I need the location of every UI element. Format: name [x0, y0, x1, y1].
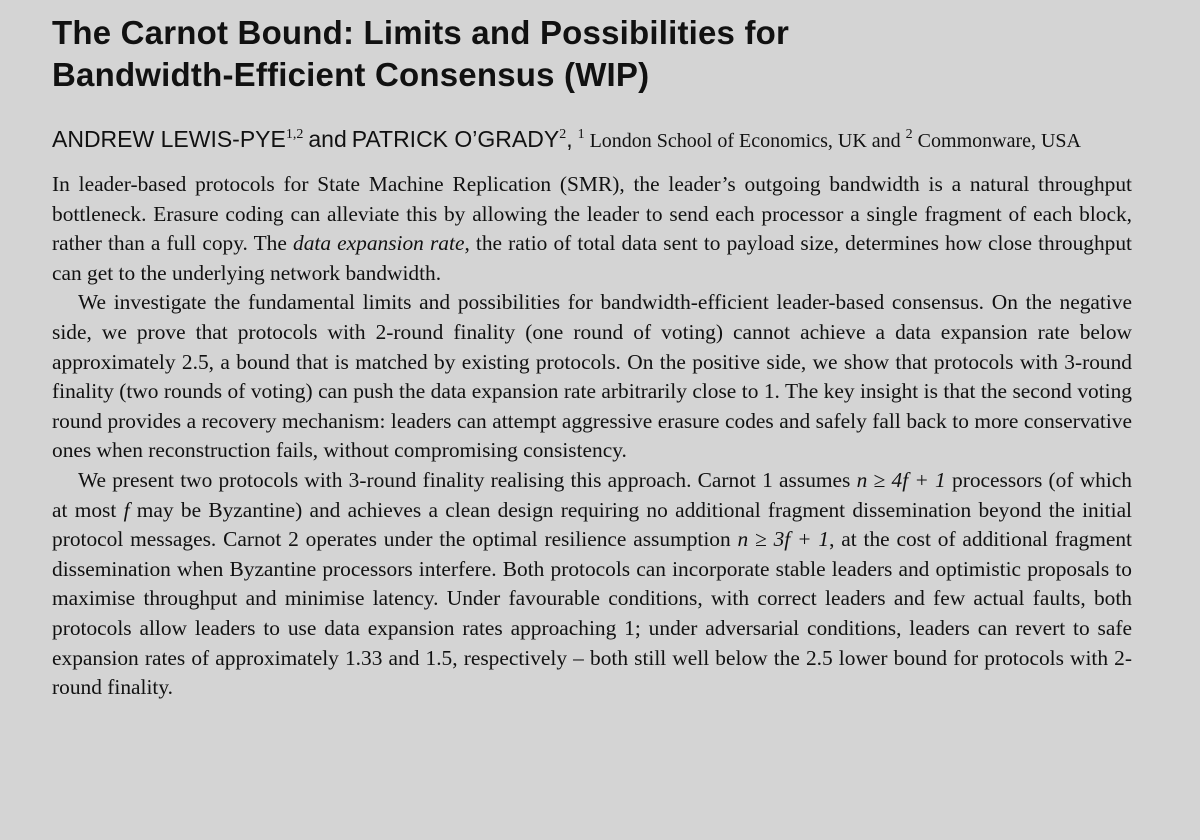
math-expression: f [123, 497, 130, 522]
author-name: PATRICK O’GRADY [351, 126, 560, 152]
abstract-paragraph [52, 170, 1132, 288]
author-affiliation-sup: 2 [559, 127, 567, 142]
abstract-paragraph [52, 288, 1132, 466]
abstract-text: processors (of which at most [52, 467, 1132, 522]
affiliation-text: Commonware, USA [917, 130, 1081, 152]
math-expression: n ≥ 3f + 1 [737, 527, 830, 552]
abstract-term: data expansion rate [293, 231, 465, 256]
abstract-text: , the ratio of total data sent to payload size, determines how close throughput can get to the underlying network bandwidth. [52, 231, 1132, 285]
abstract-paragraph [52, 466, 1132, 703]
abstract-text: In leader-based protocols for State Machine Replication (SMR), the leader’s outgoing bandwidth is a natural throughput bottleneck. Erasure coding can alleviate this by allowing the leader to send each processor a single fragment of each block, rather than a full copy. The [52, 172, 1132, 256]
affiliation-sup: 1 [577, 127, 585, 142]
author-name: ANDREW LEWIS-PYE [52, 126, 286, 152]
author-affiliation-sup: 1,2 [285, 127, 304, 142]
author-block: ANDREW LEWIS-PYE$^{1,2}$ and PATRICK O’GRADY$^2$, $^1$ London School of Economics, UK and $^2$ Commonware, USA [52, 126, 1081, 152]
paper-page [52, 0, 1132, 703]
abstract-text: We investigate the fundamental limits and possibilities for bandwidth-efficient leader-based consensus. On the negative side, we prove that protocols with 2-round finality (one round of voting) cannot achieve a data expansion rate below approximately 2.5, a bound that is matched by existing protocols. On the positive side, we show that protocols with 3-round finality (two rounds of voting) can push the data expansion rate arbitrarily close to 1. The key insight is that the second voting round provides a recovery mechanism: leaders can attempt aggressive erasure codes and safely fall back to more conservative ones when reconstruction fails, without compromising consistency. [52, 290, 1132, 463]
affiliation-sup: 2 [905, 127, 913, 142]
abstract-text: may be Byzantine) and achieves a clean design requiring no additional fragment dissemination beyond the initial protocol messages. Carnot 2 operates under the optimal resilience assumption [52, 497, 1133, 552]
paper-title [52, 12, 1132, 96]
title-line-1: The Carnot Bound: Limits and Possibilities for [52, 14, 790, 51]
title-line-2: Bandwidth-Efficient Consensus (WIP) [52, 56, 650, 93]
abstract-text: , at the cost of additional fragment dissemination when Byzantine processors interfere. Both protocols can incorporate stable leaders and optimistic proposals to maximise throughput and minimise latency. Under favourable conditions, with correct leaders and few actual faults, both protocols allow leaders to use data expansion rates approaching 1; under adversarial conditions, leaders can revert to safe expansion rates of approximately 1.33 and 1.5, respectively – both still well below the 2.5 lower bound for protocols with 2-round finality. [52, 527, 1132, 700]
author-conjunction: and [308, 126, 347, 152]
affiliation-text: London School of Economics, UK and [589, 130, 901, 152]
math-expression: n ≥ 4f + 1 [856, 467, 946, 492]
abstract [52, 170, 1132, 703]
abstract-text: We present two protocols with 3-round finality realising this approach. Carnot 1 assumes [78, 467, 857, 492]
